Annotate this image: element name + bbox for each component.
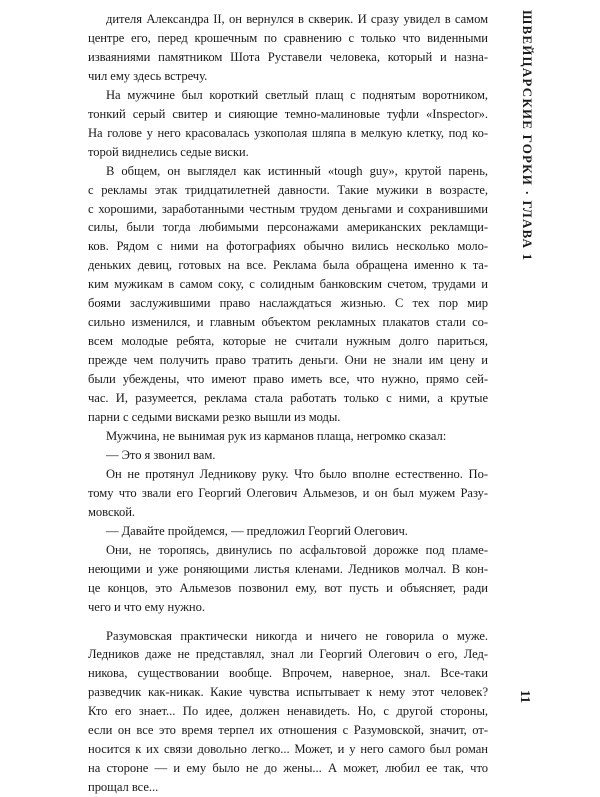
text-line: парни с седыми висками резко вышли из моды. — [88, 408, 488, 427]
paragraph — [88, 86, 488, 162]
text-line: На голове у него красовалась узкополая шляпа в мелкую клетку, под ко- — [88, 124, 488, 143]
text-line: ков. Рядом с ними на фотографиях обычно вились несколько моло- — [88, 237, 488, 256]
text-line: мовской. — [88, 503, 488, 522]
text-line: были убеждены, что имеют право иметь все, что нужно, прямо сей- — [88, 370, 488, 389]
body-text — [88, 10, 488, 797]
text-line: — Давайте пройдемся, — предложил Георгий Олегович. — [88, 522, 488, 541]
text-line: изваяниями памятником Шота Руставели человека, который и назна- — [88, 48, 488, 67]
text-line: сильно изменился, и главным объектом рекламных плакатов стали со- — [88, 313, 488, 332]
text-line: В общем, он выглядел как истинный «tough guy», крутой парень, — [88, 162, 488, 181]
text-line: Мужчина, не вынимая рук из карманов плаща, негромко сказал: — [88, 427, 488, 446]
text-line: силы, были тогда любимыми персонажами американских рекламщи- — [88, 218, 488, 237]
text-line: Он не протянул Ледникову руку. Что было вполне естественно. По- — [88, 465, 488, 484]
text-line: никова, существовании вообще. Впрочем, наверное, знал. Все-таки — [88, 664, 488, 683]
text-line: Кто его знает... По идее, должен ненавидеть. Но, с другой стороны, — [88, 702, 488, 721]
text-line: На мужчине был короткий светлый плащ с поднятым воротником, — [88, 86, 488, 105]
paragraph — [88, 10, 488, 86]
text-line: тонкий серый свитер и сияющие темно-малиновые туфли «Inspector». — [88, 105, 488, 124]
text-line: всем молодые ребята, которые не считали нужным долго париться, — [88, 332, 488, 351]
paragraph — [88, 427, 488, 446]
text-line: если он все это время терпел их отношения с Разумовской, значит, от- — [88, 721, 488, 740]
text-line: час. И, разумеется, реклама стала работать только с ними, а крутые — [88, 389, 488, 408]
text-line: — Это я звонил вам. — [88, 446, 488, 465]
text-line: прежде чем получить право тратить деньги. Они не знали им цену и — [88, 351, 488, 370]
text-line: це концов, это Альмезов позвонил ему, вот пусть и объясняет, ради — [88, 579, 488, 598]
text-line: тому что звали его Георгий Олегович Альмезов, и он был мужем Разу- — [88, 484, 488, 503]
paragraph — [88, 162, 488, 427]
paragraph — [88, 465, 488, 522]
text-line: Они, не торопясь, двинулись по асфальтовой дорожке под пламе- — [88, 541, 488, 560]
text-line: Разумовская практически никогда и ничего не говорила о муже. — [88, 627, 488, 646]
text-line: прощал все... — [88, 778, 488, 797]
text-line: боями заслужившими право наслаждаться жизнью. С тех пор мир — [88, 294, 488, 313]
text-line: центре его, перед крошечным по сравнению с только что виденными — [88, 29, 488, 48]
section-gap — [88, 617, 488, 627]
paragraph — [88, 522, 488, 541]
text-line: ким мужикам в самом соку, с солидным банковским счетом, трудами и — [88, 275, 488, 294]
paragraph — [88, 541, 488, 617]
text-line: деньких девиц, готовых на все. Реклама была обращена именно к та- — [88, 256, 488, 275]
text-line: разведчик как-никак. Какие чувства испытывает к нему этот человек? — [88, 683, 488, 702]
text-line: чил ему здесь встречу. — [88, 67, 488, 86]
paragraph — [88, 446, 488, 465]
page-number: 11 — [508, 690, 532, 730]
text-line: с рекламы этак тридцатилетней давности. Такие мужики в возрасте, — [88, 181, 488, 200]
text-line: на стороне — и ему было не до жены... А может, любил ее так, что — [88, 759, 488, 778]
text-line: торой виднелись седые виски. — [88, 143, 488, 162]
running-head: ШВЕЙЦАРСКИЕ ГОРКИ · ГЛАВА 1 — [505, 10, 535, 350]
text-line: носится к их связи довольно легко... Может, и у него самого был роман — [88, 740, 488, 759]
text-line: чего и что ему нужно. — [88, 598, 488, 617]
text-line: Ледников даже не представлял, знал ли Георгий Олегович о его, Лед- — [88, 645, 488, 664]
text-line: дителя Александра II, он вернулся в скверик. И сразу увидел в самом — [88, 10, 488, 29]
text-line: с хорошими, заработанными честным трудом деньгами и сохранившими — [88, 200, 488, 219]
text-line: неющими и уже роняющими листья кленами. Ледников молчал. В кон- — [88, 560, 488, 579]
paragraph — [88, 627, 488, 797]
